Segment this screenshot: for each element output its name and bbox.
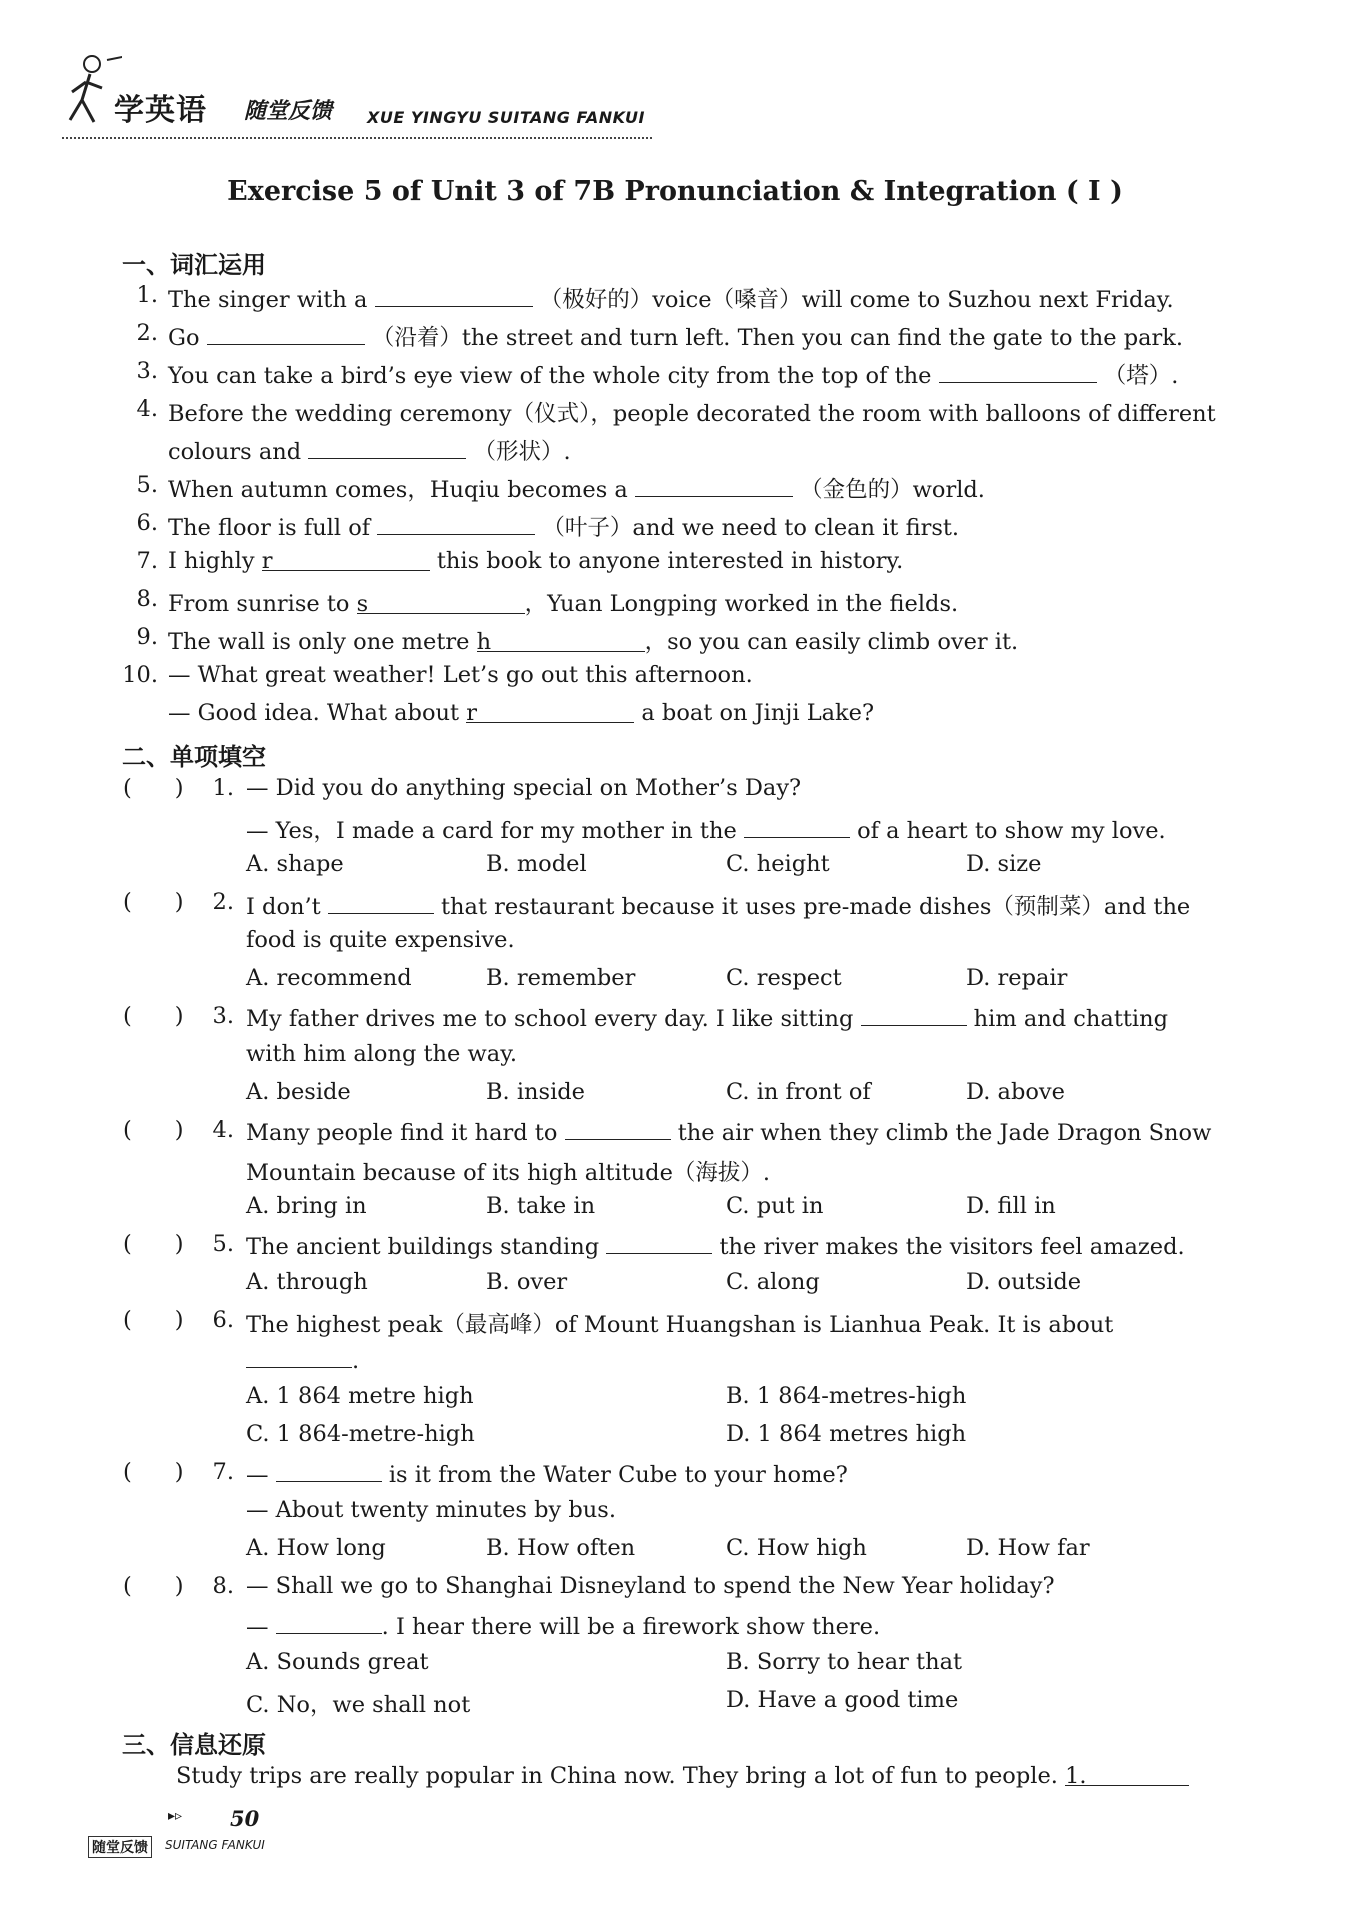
- question-number: 6.: [212, 1307, 234, 1333]
- option-a: A. How long: [246, 1535, 386, 1561]
- question-text: [246, 1345, 359, 1374]
- item-number: 10.: [122, 662, 158, 688]
- list-item: [168, 662, 753, 688]
- item-number: 7.: [136, 548, 158, 574]
- question-text: [246, 1611, 880, 1640]
- answer-blank: [744, 815, 850, 838]
- question-text: The highest peak（最高峰）of Mount Huangshan is Lianhua Peak. It is about: [246, 1312, 1114, 1338]
- option-c: C. How high: [726, 1535, 867, 1561]
- question-number: 7.: [212, 1459, 234, 1485]
- option-d: D. above: [966, 1079, 1065, 1105]
- answer-blank[interactable]: [466, 700, 634, 726]
- answer-parentheses[interactable]: ( ): [123, 1573, 184, 1599]
- answer-blank[interactable]: [375, 284, 533, 307]
- item-text: When autumn comes，Huqiu becomes a: [168, 477, 628, 503]
- list-item: [168, 396, 1216, 428]
- item-text: this book to anyone interested in history.: [436, 548, 904, 574]
- blank-number: 1.: [1065, 1763, 1087, 1789]
- header-logo-subtitle: 随堂反馈: [244, 99, 333, 124]
- list-item: [168, 510, 959, 542]
- answer-blank: [606, 1231, 712, 1254]
- answer-blank[interactable]: [939, 360, 1097, 383]
- question-text: — Did you do anything special on Mother’s Day?: [246, 775, 802, 801]
- item-text: （塔）.: [1103, 363, 1179, 389]
- passage-sentence: Study trips are really popular in China now. They bring a lot of fun to people.: [176, 1763, 1058, 1789]
- question-text: with him along the way.: [246, 1041, 518, 1067]
- item-text: Before the wedding ceremony（仪式），people decorated the room with balloons of different: [168, 401, 1216, 427]
- initial-letter-hint: s: [356, 591, 369, 617]
- question-text-part: .: [352, 1348, 360, 1374]
- list-item: [168, 320, 1183, 352]
- question-text-part: the river makes the visitors feel amazed.: [719, 1234, 1185, 1260]
- option-a: A. beside: [246, 1079, 351, 1105]
- answer-blank[interactable]: [207, 322, 365, 345]
- answer-parentheses[interactable]: ( ): [123, 775, 184, 801]
- answer-parentheses[interactable]: ( ): [123, 889, 184, 915]
- answer-blank: [565, 1117, 671, 1140]
- answer-parentheses[interactable]: ( ): [123, 1307, 184, 1333]
- answer-parentheses[interactable]: ( ): [123, 1117, 184, 1143]
- answer-blank[interactable]: [377, 512, 535, 535]
- answer-parentheses[interactable]: ( ): [123, 1003, 184, 1029]
- question-number: 2.: [212, 889, 234, 915]
- question-text-part: I don’t: [246, 894, 321, 920]
- answer-blank[interactable]: [308, 436, 466, 459]
- section2-heading: 二、单项填空: [122, 743, 266, 771]
- exercise-title: Exercise 5 of Unit 3 of 7B Pronunciation & Integration ( Ⅰ ): [227, 176, 1123, 207]
- option-a: A. recommend: [246, 965, 412, 991]
- question-text: — About twenty minutes by bus.: [246, 1497, 616, 1523]
- initial-letter-hint: r: [466, 700, 477, 726]
- option-c: C. along: [726, 1269, 820, 1295]
- answer-blank[interactable]: [476, 629, 645, 655]
- option-c: C. No，we shall not: [246, 1692, 471, 1718]
- question-text-part: . I hear there will be a firework show there.: [381, 1614, 881, 1640]
- item-number: 4.: [136, 396, 158, 422]
- footer-pinyin: SUITANG FANKUI: [165, 1838, 265, 1852]
- option-d: D. 1 864 metres high: [726, 1421, 967, 1447]
- question-text-part: the air when they climb the Jade Dragon Snow: [677, 1120, 1212, 1146]
- list-item: [168, 282, 1174, 314]
- option-b: B. remember: [486, 965, 636, 991]
- question-text: [246, 889, 1190, 921]
- item-text: — Good idea. What about: [168, 700, 460, 726]
- answer-blank: [276, 1459, 382, 1482]
- question-text-part: — Yes，I made a card for my mother in the: [246, 818, 737, 844]
- option-b: B. over: [486, 1269, 568, 1295]
- item-text: I highly: [168, 548, 255, 574]
- option-d: D. repair: [966, 965, 1068, 991]
- question-text-part: —: [246, 1462, 269, 1488]
- item-text: The singer with a: [168, 287, 368, 313]
- item-text: Go: [168, 325, 200, 351]
- question-text: [246, 1003, 1168, 1032]
- option-b: B. inside: [486, 1079, 585, 1105]
- item-text: The floor is full of: [168, 515, 371, 541]
- item-text: ，Yuan Longping worked in the fields.: [524, 591, 959, 617]
- list-item: [168, 434, 571, 466]
- option-d: D. size: [966, 851, 1042, 877]
- item-text: （叶子）and we need to clean it first.: [542, 515, 960, 541]
- option-a: A. bring in: [246, 1193, 367, 1219]
- arrow-icon: ▸▹: [168, 1808, 183, 1824]
- answer-parentheses[interactable]: ( ): [123, 1459, 184, 1485]
- item-text: （金色的）world.: [800, 477, 985, 503]
- question-text-part: —: [246, 1614, 269, 1640]
- page-header: [62, 50, 652, 150]
- question-text: [246, 1459, 848, 1488]
- item-text: ，so you can easily climb over it.: [644, 629, 1019, 655]
- question-text-part: is it from the Water Cube to your home?: [388, 1462, 848, 1488]
- question-text: Mountain because of its high altitude（海拔）.: [246, 1160, 771, 1186]
- initial-letter-hint: h: [476, 629, 492, 655]
- option-c: C. 1 864-metre-high: [246, 1421, 475, 1447]
- answer-blank: [328, 891, 434, 914]
- answer-blank[interactable]: [356, 591, 525, 617]
- list-item: [168, 358, 1178, 390]
- answer-blank[interactable]: [635, 474, 793, 497]
- item-text: You can take a bird’s eye view of the whole city from the top of the: [168, 363, 932, 389]
- item-text: colours and: [168, 439, 302, 465]
- question-number: 8.: [212, 1573, 234, 1599]
- question-text-part: of a heart to show my love.: [857, 818, 1166, 844]
- option-d: D. fill in: [966, 1193, 1056, 1219]
- answer-blank: [861, 1003, 967, 1026]
- option-d: D. Have a good time: [726, 1687, 959, 1713]
- option-c: C. in front of: [726, 1079, 871, 1105]
- option-d: D. How far: [966, 1535, 1090, 1561]
- item-text: — What great weather! Let’s go out this afternoon.: [168, 662, 753, 688]
- item-text: The wall is only one metre: [168, 629, 470, 655]
- initial-letter-hint: r: [261, 548, 273, 574]
- header-divider: [62, 137, 652, 139]
- question-text-part: that restaurant because it uses pre-made dishes（预制菜）and the: [441, 894, 1191, 920]
- item-number: 8.: [136, 586, 158, 612]
- option-b: B. take in: [486, 1193, 596, 1219]
- section1-heading: 一、词汇运用: [122, 251, 266, 279]
- item-number: 6.: [136, 510, 158, 536]
- question-text-part: him and chatting: [973, 1006, 1168, 1032]
- option-c: C. height: [726, 851, 830, 877]
- item-number: 5.: [136, 472, 158, 498]
- question-text-part: Many people find it hard to: [246, 1120, 558, 1146]
- list-item: [168, 624, 1018, 656]
- option-c: C. put in: [726, 1193, 824, 1219]
- question-text: [246, 813, 1166, 845]
- item-text: （沿着）the street and turn left. Then you can find the gate to the park.: [371, 325, 1184, 351]
- question-number: 1.: [212, 775, 234, 801]
- question-number: 3.: [212, 1003, 234, 1029]
- item-number: 9.: [136, 624, 158, 650]
- option-a: A. shape: [246, 851, 344, 877]
- item-text: From sunrise to: [168, 591, 350, 617]
- section3-heading: 三、信息还原: [122, 1731, 266, 1759]
- question-number: 4.: [212, 1117, 234, 1143]
- header-logo-text: 学英语: [114, 93, 207, 128]
- question-text: food is quite expensive.: [246, 927, 515, 953]
- answer-blank[interactable]: [1065, 1763, 1189, 1789]
- question-text-part: My father drives me to school every day. I like sitting: [246, 1006, 854, 1032]
- answer-blank: [276, 1611, 382, 1634]
- item-text: （形状）.: [473, 439, 571, 465]
- header-pinyin: XUE YINGYU SUITANG FANKUI: [367, 108, 645, 127]
- option-b: B. How often: [486, 1535, 636, 1561]
- runner-logo-icon: [62, 50, 122, 145]
- item-number: 3.: [136, 358, 158, 384]
- list-item: [168, 586, 958, 618]
- question-number: 5.: [212, 1231, 234, 1257]
- item-number: 1.: [136, 282, 158, 308]
- question-text-part: The ancient buildings standing: [246, 1234, 600, 1260]
- answer-blank[interactable]: [261, 548, 430, 574]
- option-a: A. through: [246, 1269, 368, 1295]
- question-text: — Shall we go to Shanghai Disneyland to spend the New Year holiday?: [246, 1573, 1055, 1599]
- option-c: C. respect: [726, 965, 842, 991]
- option-b: B. Sorry to hear that: [726, 1649, 963, 1675]
- item-number: 2.: [136, 320, 158, 346]
- page-number: 50: [230, 1806, 260, 1831]
- answer-parentheses[interactable]: ( ): [123, 1231, 184, 1257]
- answer-blank: [246, 1345, 352, 1368]
- option-b: B. 1 864-metres-high: [726, 1383, 967, 1409]
- list-item: [168, 548, 903, 574]
- passage-text: [176, 1763, 1189, 1789]
- option-a: A. 1 864 metre high: [246, 1383, 474, 1409]
- list-item: [168, 472, 985, 504]
- question-text: [246, 1117, 1211, 1146]
- footer-logo: 随堂反馈: [88, 1836, 152, 1858]
- option-d: D. outside: [966, 1269, 1082, 1295]
- option-a: A. Sounds great: [246, 1649, 429, 1675]
- item-text: a boat on Jinji Lake?: [641, 700, 875, 726]
- question-text: [246, 1231, 1185, 1260]
- item-text: （极好的）voice（嗓音）will come to Suzhou next Friday.: [539, 287, 1174, 313]
- option-b: B. model: [486, 851, 587, 877]
- list-item: [168, 700, 874, 726]
